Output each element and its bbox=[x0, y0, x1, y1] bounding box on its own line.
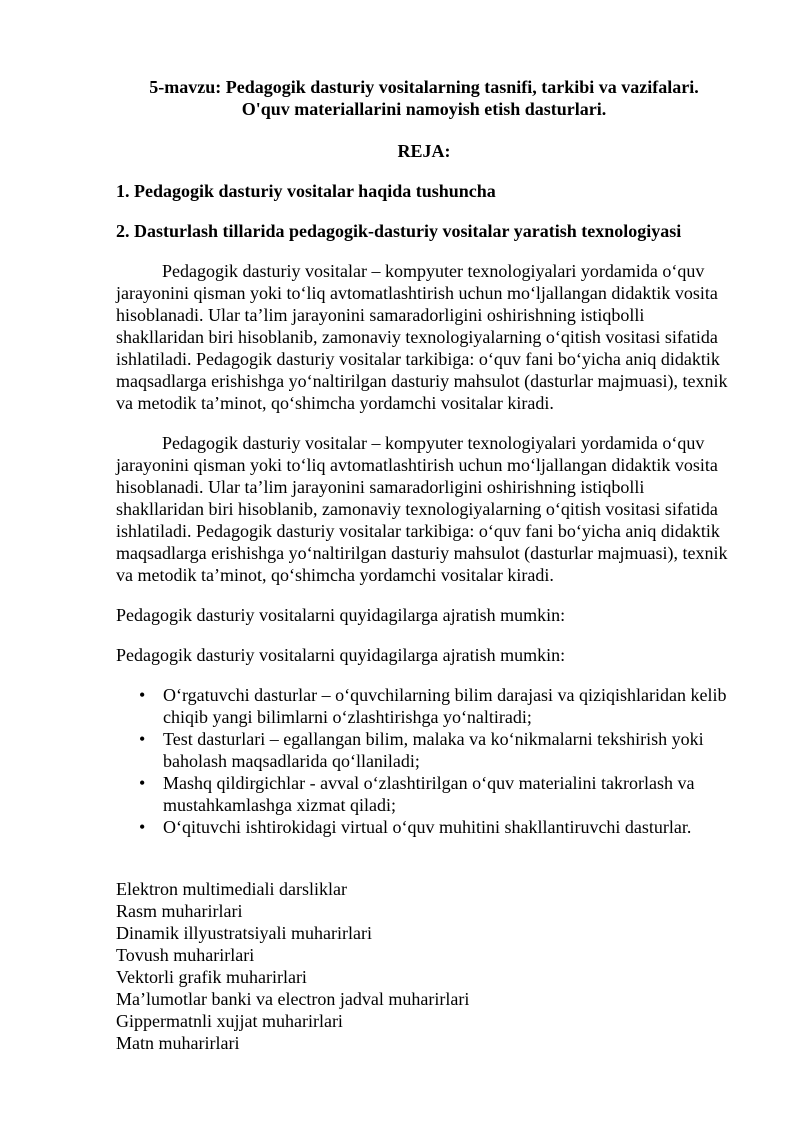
list-item bbox=[139, 728, 732, 772]
list-item-text: Test dasturlari – egallangan bilim, malaka va ko‘nikmalarni tekshirish yoki baholash maqsadlarida qo‘llaniladi; bbox=[163, 729, 704, 771]
tools-list-item: Matn muharirlari bbox=[116, 1033, 240, 1053]
page-title bbox=[116, 76, 732, 120]
bullet-icon: • bbox=[139, 773, 146, 793]
tools-list-item: Tovush muharirlari bbox=[116, 945, 255, 965]
bullet-icon: • bbox=[139, 685, 146, 705]
paragraph-2: Pedagogik dasturiy vositalar – kompyuter texnologiyalari yordamida o‘quv jarayonini qisman yoki to‘liq avtomatlashtirish uchun mo‘ljallangan didaktik vosita hisoblanadi. Ular ta’lim jarayonini samaradorligini oshirishning istiqbolli shakllaridan biri hisoblanib, zamonaviy texnologiyalarning o‘qitish vositasi sifatida ishlatiladi. Pedagogik dasturiy vositalar tarkibiga: o‘quv fani bo‘yicha aniq didaktik maqsadlarga erishishga yo‘naltirilgan dasturiy mahsulot (dasturlar majmuasi), texnik va metodik ta’minot, qo‘shimcha yordamchi vositalar kiradi. bbox=[116, 433, 728, 585]
bullet-icon: • bbox=[139, 817, 146, 837]
plan-item-2: 2. Dasturlash tillarida pedagogik-dasturiy vositalar yaratish texnologiyasi bbox=[116, 221, 682, 241]
plan-heading: REJA: bbox=[397, 141, 451, 161]
list-item bbox=[139, 816, 732, 838]
plan-item-1: 1. Pedagogik dasturiy vositalar haqida tushuncha bbox=[116, 181, 496, 201]
title-line-2: O'quv materiallarini namoyish etish dasturlari. bbox=[241, 99, 607, 119]
tools-list-item: Vektorli grafik muharirlari bbox=[116, 967, 307, 987]
tools-list bbox=[116, 878, 732, 1054]
list-item bbox=[139, 684, 732, 728]
list-item-text: Mashq qildirgichlar - avval o‘zlashtirilgan o‘quv materialini takrorlash va mustahkamlashga xizmat qiladi; bbox=[163, 773, 695, 815]
list-item-text: O‘rgatuvchi dasturlar – o‘quvchilarning bilim darajasi va qiziqishlaridan kelib chiqib yangi bilimlarni o‘zlashtirishga yo‘naltiradi; bbox=[163, 685, 727, 727]
list-item-text: O‘qituvchi ishtirokidagi virtual o‘quv muhitini shakllantiruvchi dasturlar. bbox=[163, 817, 692, 837]
tools-list-item: Rasm muharirlari bbox=[116, 901, 243, 921]
classification-intro-2: Pedagogik dasturiy vositalarni quyidagilarga ajratish mumkin: bbox=[116, 645, 566, 665]
tools-list-item: Elektron multimediali darsliklar bbox=[116, 879, 347, 899]
classification-intro-1: Pedagogik dasturiy vositalarni quyidagilarga ajratish mumkin: bbox=[116, 605, 566, 625]
tools-list-item: Ma’lumotlar banki va electron jadval muharirlari bbox=[116, 989, 470, 1009]
document-page bbox=[116, 76, 732, 1054]
paragraph-1: Pedagogik dasturiy vositalar – kompyuter texnologiyalari yordamida o‘quv jarayonini qisman yoki to‘liq avtomatlashtirish uchun mo‘ljallangan didaktik vosita hisoblanadi. Ular ta’lim jarayonini samaradorligini oshirishning istiqbolli shakllaridan biri hisoblanib, zamonaviy texnologiyalarning o‘qitish vositasi sifatida ishlatiladi. Pedagogik dasturiy vositalar tarkibiga: o‘quv fani bo‘yicha aniq didaktik maqsadlarga erishishga yo‘naltirilgan dasturiy mahsulot (dasturlar majmuasi), texnik va metodik ta’minot, qo‘shimcha yordamchi vositalar kiradi. bbox=[116, 261, 728, 413]
bullet-icon: • bbox=[139, 729, 146, 749]
title-line-1: 5-mavzu: Pedagogik dasturiy vositalarning tasnifi, tarkibi va vazifalari. bbox=[149, 77, 699, 97]
tools-list-item: Gippermatnli xujjat muharirlari bbox=[116, 1011, 343, 1031]
program-types-list bbox=[116, 684, 732, 838]
list-item bbox=[139, 772, 732, 816]
tools-list-item: Dinamik illyustratsiyali muharirlari bbox=[116, 923, 372, 943]
